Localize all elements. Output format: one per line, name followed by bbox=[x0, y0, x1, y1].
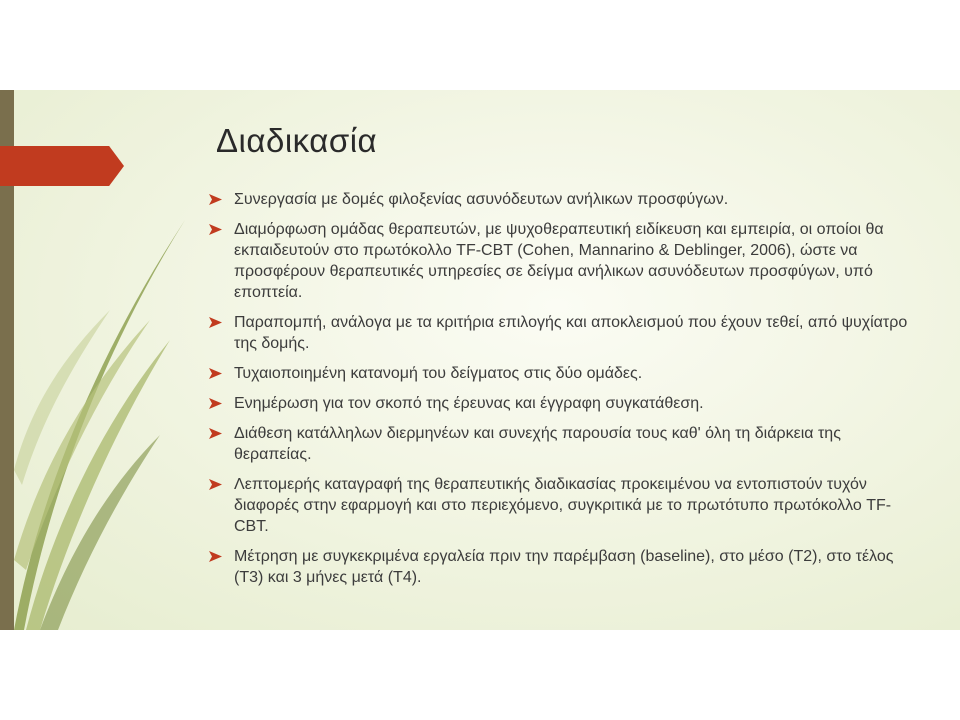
slide bbox=[0, 90, 960, 630]
slide-title: Διαδικασία bbox=[216, 122, 378, 159]
list-item bbox=[208, 393, 908, 414]
arrowhead-bullet-icon bbox=[209, 194, 222, 205]
arrowhead-bullet-icon bbox=[209, 398, 222, 409]
bullet-text: Παραπομπή, ανάλογα με τα κριτήρια επιλογής και αποκλεισμού που έχουν τεθεί, από ψυχίατρο της δομής. bbox=[234, 314, 908, 352]
arrowhead-bullet-icon bbox=[209, 428, 222, 439]
list-item bbox=[208, 312, 908, 354]
bullet-text: Τυχαιοποιημένη κατανομή του δείγματος στις δύο ομάδες. bbox=[234, 365, 643, 382]
arrowhead-bullet-icon bbox=[209, 479, 222, 490]
list-item bbox=[208, 219, 908, 303]
bullet-text: Λεπτομερής καταγραφή της θεραπευτικής διαδικασίας προκειμένου να εντοπιστούν τυχόν διαφορές στην εφαρμογή και στο περιεχόμενο, συγκριτικά με το πρωτότυπο πρωτόκολλο TF-CBT. bbox=[234, 476, 892, 535]
arrowhead-bullet-icon bbox=[209, 551, 222, 562]
list-item bbox=[208, 474, 908, 537]
bullet-text: Συνεργασία με δομές φιλοξενίας ασυνόδευτων ανήλικων προσφύγων. bbox=[234, 191, 729, 208]
title-accent-tab bbox=[0, 146, 124, 186]
list-item bbox=[208, 189, 908, 210]
bullet-text: Μέτρηση με συγκεκριμένα εργαλεία πριν την παρέμβαση (baseline), στο μέσο (T2), στο τέλος (T3) και 3 μήνες μετά (T4). bbox=[234, 548, 894, 586]
arrowhead-bullet-icon bbox=[209, 368, 222, 379]
list-item bbox=[208, 546, 908, 588]
bullet-text: Διαμόρφωση ομάδας θεραπευτών, με ψυχοθεραπευτική ειδίκευση και εμπειρία, οι οποίοι θα εκπαιδευτούν στο πρωτόκολλο TF-CBT (Cohen, Mannarino & Deblinger, 2006), ώστε να προσφέρουν θεραπευτικές υπηρεσίες σε δείγμα ανήλικων ασυνόδευτων προσφύγων, υπό εποπτεία. bbox=[234, 221, 884, 301]
list-item bbox=[208, 423, 908, 465]
bullet-list bbox=[208, 189, 908, 597]
bullet-text: Ενημέρωση για τον σκοπό της έρευνας και έγγραφη συγκατάθεση. bbox=[234, 395, 704, 412]
arrowhead-bullet-icon bbox=[209, 317, 222, 328]
list-item bbox=[208, 363, 908, 384]
arrowhead-bullet-icon bbox=[209, 224, 222, 235]
bullet-text: Διάθεση κατάλληλων διερμηνέων και συνεχής παρουσία τους καθ' όλη τη διάρκεια της θεραπείας. bbox=[234, 425, 841, 463]
